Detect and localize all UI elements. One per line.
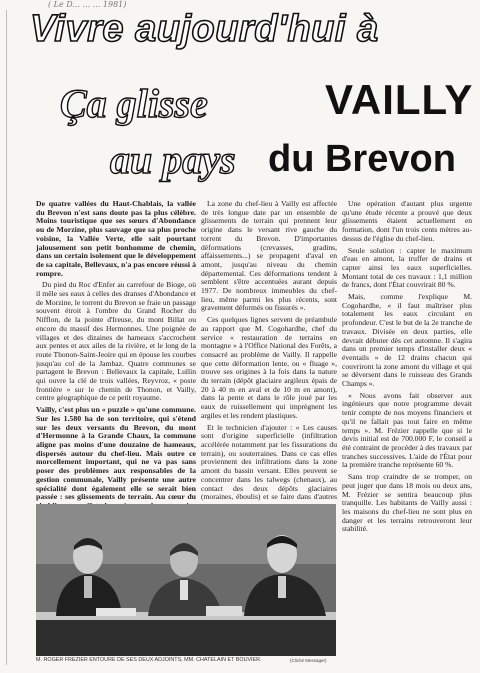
article-paragraph: Vailly, c'est plus un « puzzle » qu'une commune. Sur les 1.580 ha de son territoire, qui s'étend sur les deux versants du Brevon, du mont d'Hermonne à la Grande Chaux, la commune aligne pas moins d'une douzaine de hameaux, dispersés autour du chef-lieu. Mais outre ce morcellement important, qui ne va pas sans poser des problèmes aux responsables de la gestion communale, Vailly présente une autre spécialité dont également elle se serait bien passée : ses glissements de terrain. Au cœur du — [36, 405, 196, 502]
article-paragraph: Sans trop craindre de se tromper, on peut juger que dans 18 mois ou deux ans, M. Frézier se sentira beaucoup plus tranquille. Les habitants de Vailly aussi : les maisons du chef-lieu ne sont plus en danger et les terrains retrouveront leur stabilité. — [342, 472, 472, 534]
headline-line-3: VAILLY — [325, 76, 474, 123]
photo-credit: (Cliché Messager) — [290, 658, 327, 663]
article-paragraph: Une opération d'autant plus urgente qu'une étude récente a prouvé que deux glissements étaient actuellement en formation, dont l'un trois cents mètres au-dessus de l'église du chef-lieu. — [342, 200, 472, 243]
article-paragraph: Du pied du Roc d'Enfer au carrefour de Bioge, où il mêle ses eaux à celles des dranses d'Abondance et de Morzine, le torrent du Brevon se fraie un passage souvent étroit à l'ombre du Grand Rocher du Nifflon, de la pointe d'Ireuse, du mont Billat ou encore du massif des Hermonnes. Une poignée de villages et des dizaines de hameaux s'accrochent aux pentes et aux ailes de la rivière, et le long de la route Thonon-Saint-Jeoire qui en épouse les courbes jusqu'au col de la Jambaz. Quatre communes se partagent le Brevon : Bellevaux la capitale, Lullin qui ouvre la clé de trois vallées, Reyvroz, « poste frontière » sur le chemin de Thonon, et Vailly, centre géographique de ce petit royaume. — [36, 280, 196, 403]
article-paragraph: La zone du chef-lieu à Vailly est affectée de très longue date par un ensemble de glissements de terrain qui prennent leur origine dans le versant rive gauche du torrent du Brevon. D'importantes déformations (crevasses, gradins, affaissements...) se propagent d'aval en amont, jusqu'au niveau du chemin départemental. Ces déformations tendent à semblent s'être accentuées aurant depuis 1977. De nombreux immeubles du chef-lieu, même parmi les plus récents, sont gravement déformés ou fissurés ». — [201, 200, 337, 313]
article-paragraph: Ces quelques lignes servent de préambule au rapport que M. Cogohardhe, chef du service « restauration de terrains en montagne » à l'Office National des Forêts, a consacré au problème de Vailly. Il rappelle que cette déformation lente, ou « fluage », trouve ses origines à la fois dans la nature du terrain (dépôt glaciaire argileux épais de 20 à 40 m en aval et de 10 m en amont), dans la pente et dans le rôle joué par les eaux de ruissellement qui imprègnent les argiles et les rendent plastiques. — [201, 315, 337, 420]
headline-line-5: du Brevon — [268, 138, 456, 180]
handwritten-note: ( Le D... ... ... 1981) — [48, 0, 127, 9]
article-paragraph: Seule solution : capter le maximum d'eau en amont, la truffer de drains et capter ainsi les eaux superficielles. Montant total de ces travaux : 1,1 million de francs, dont l'État couvrirait 80 %. — [342, 245, 472, 290]
article-column-middle — [201, 200, 337, 502]
article-paragraph: Et le technicien d'ajouter : « Les causes sont d'origine superficielle (infiltration accélérée notamment par les fissurations du terrain), ou souterraines. Dans ce cas elles proviennent des infiltrations dans la zone amont du bassin versant. Elles peuvent se concentrer dans les talwegs (chenaux), au contact des deux dépôts glaciaires (moraines, éboulis) et se faire dans d'autres — [201, 422, 337, 502]
photo-three-men — [36, 504, 336, 656]
article-column-right — [342, 200, 472, 662]
article-paragraph: « Nous avons fait observer aux ingénieurs que notre programme devait tenir compte de nos moyens financiers et qu'il ne fallait pas tout faire en même temps ». M. Frézier rappelle que si le devis initial est de 700.000 F, le conseil a été contraint de procéder à des travaux par tranches successives. L'aide de l'État pour la première tranche représente 60 %. — [342, 390, 472, 470]
photo-caption: M. ROGER FREZIER ENTOURÉ DE SES DEUX ADJOINTS, MM. CHATELAIN ET BOUVIER. — [36, 657, 262, 663]
article-paragraph: Mais, comme l'explique M. Cogohardhe, « il faut maîtriser plus totalement les eaux circulant en profondeur. C'est le but de la 2e tranche de travaux. Divisée en deux parties, elle devrait débuter dès cet automne. Il s'agira dans un premier temps d'installer deux « éventails » de 12 drains chacun qui couvriront la zone amont du village et qui se déversent dans le ruisseau des Grands Champs ». — [342, 292, 472, 389]
headline-line-1: Vivre aujourd'hui à — [30, 8, 379, 50]
headline-line-4: au pays — [110, 137, 236, 182]
headline-line-2: Ça glisse — [60, 81, 208, 126]
article-paragraph: De quatre vallées du Haut-Chablais, la vallée du Brevon n'est sans doute pas la plus célèbre. Moins touristique que ses sœurs d'Abondance ou de Morzine, plus sauvage que sa plus proche voisine, la Vallée Verte, elle sait pourtant jalousement son petit bonhomme de chemin, dans un certain isolement que le développement de sa capitale, Bellevaux, n'a pas encore réussi à rompre. — [36, 200, 196, 278]
news-photo — [36, 504, 336, 656]
left-scan-edge — [6, 10, 7, 665]
